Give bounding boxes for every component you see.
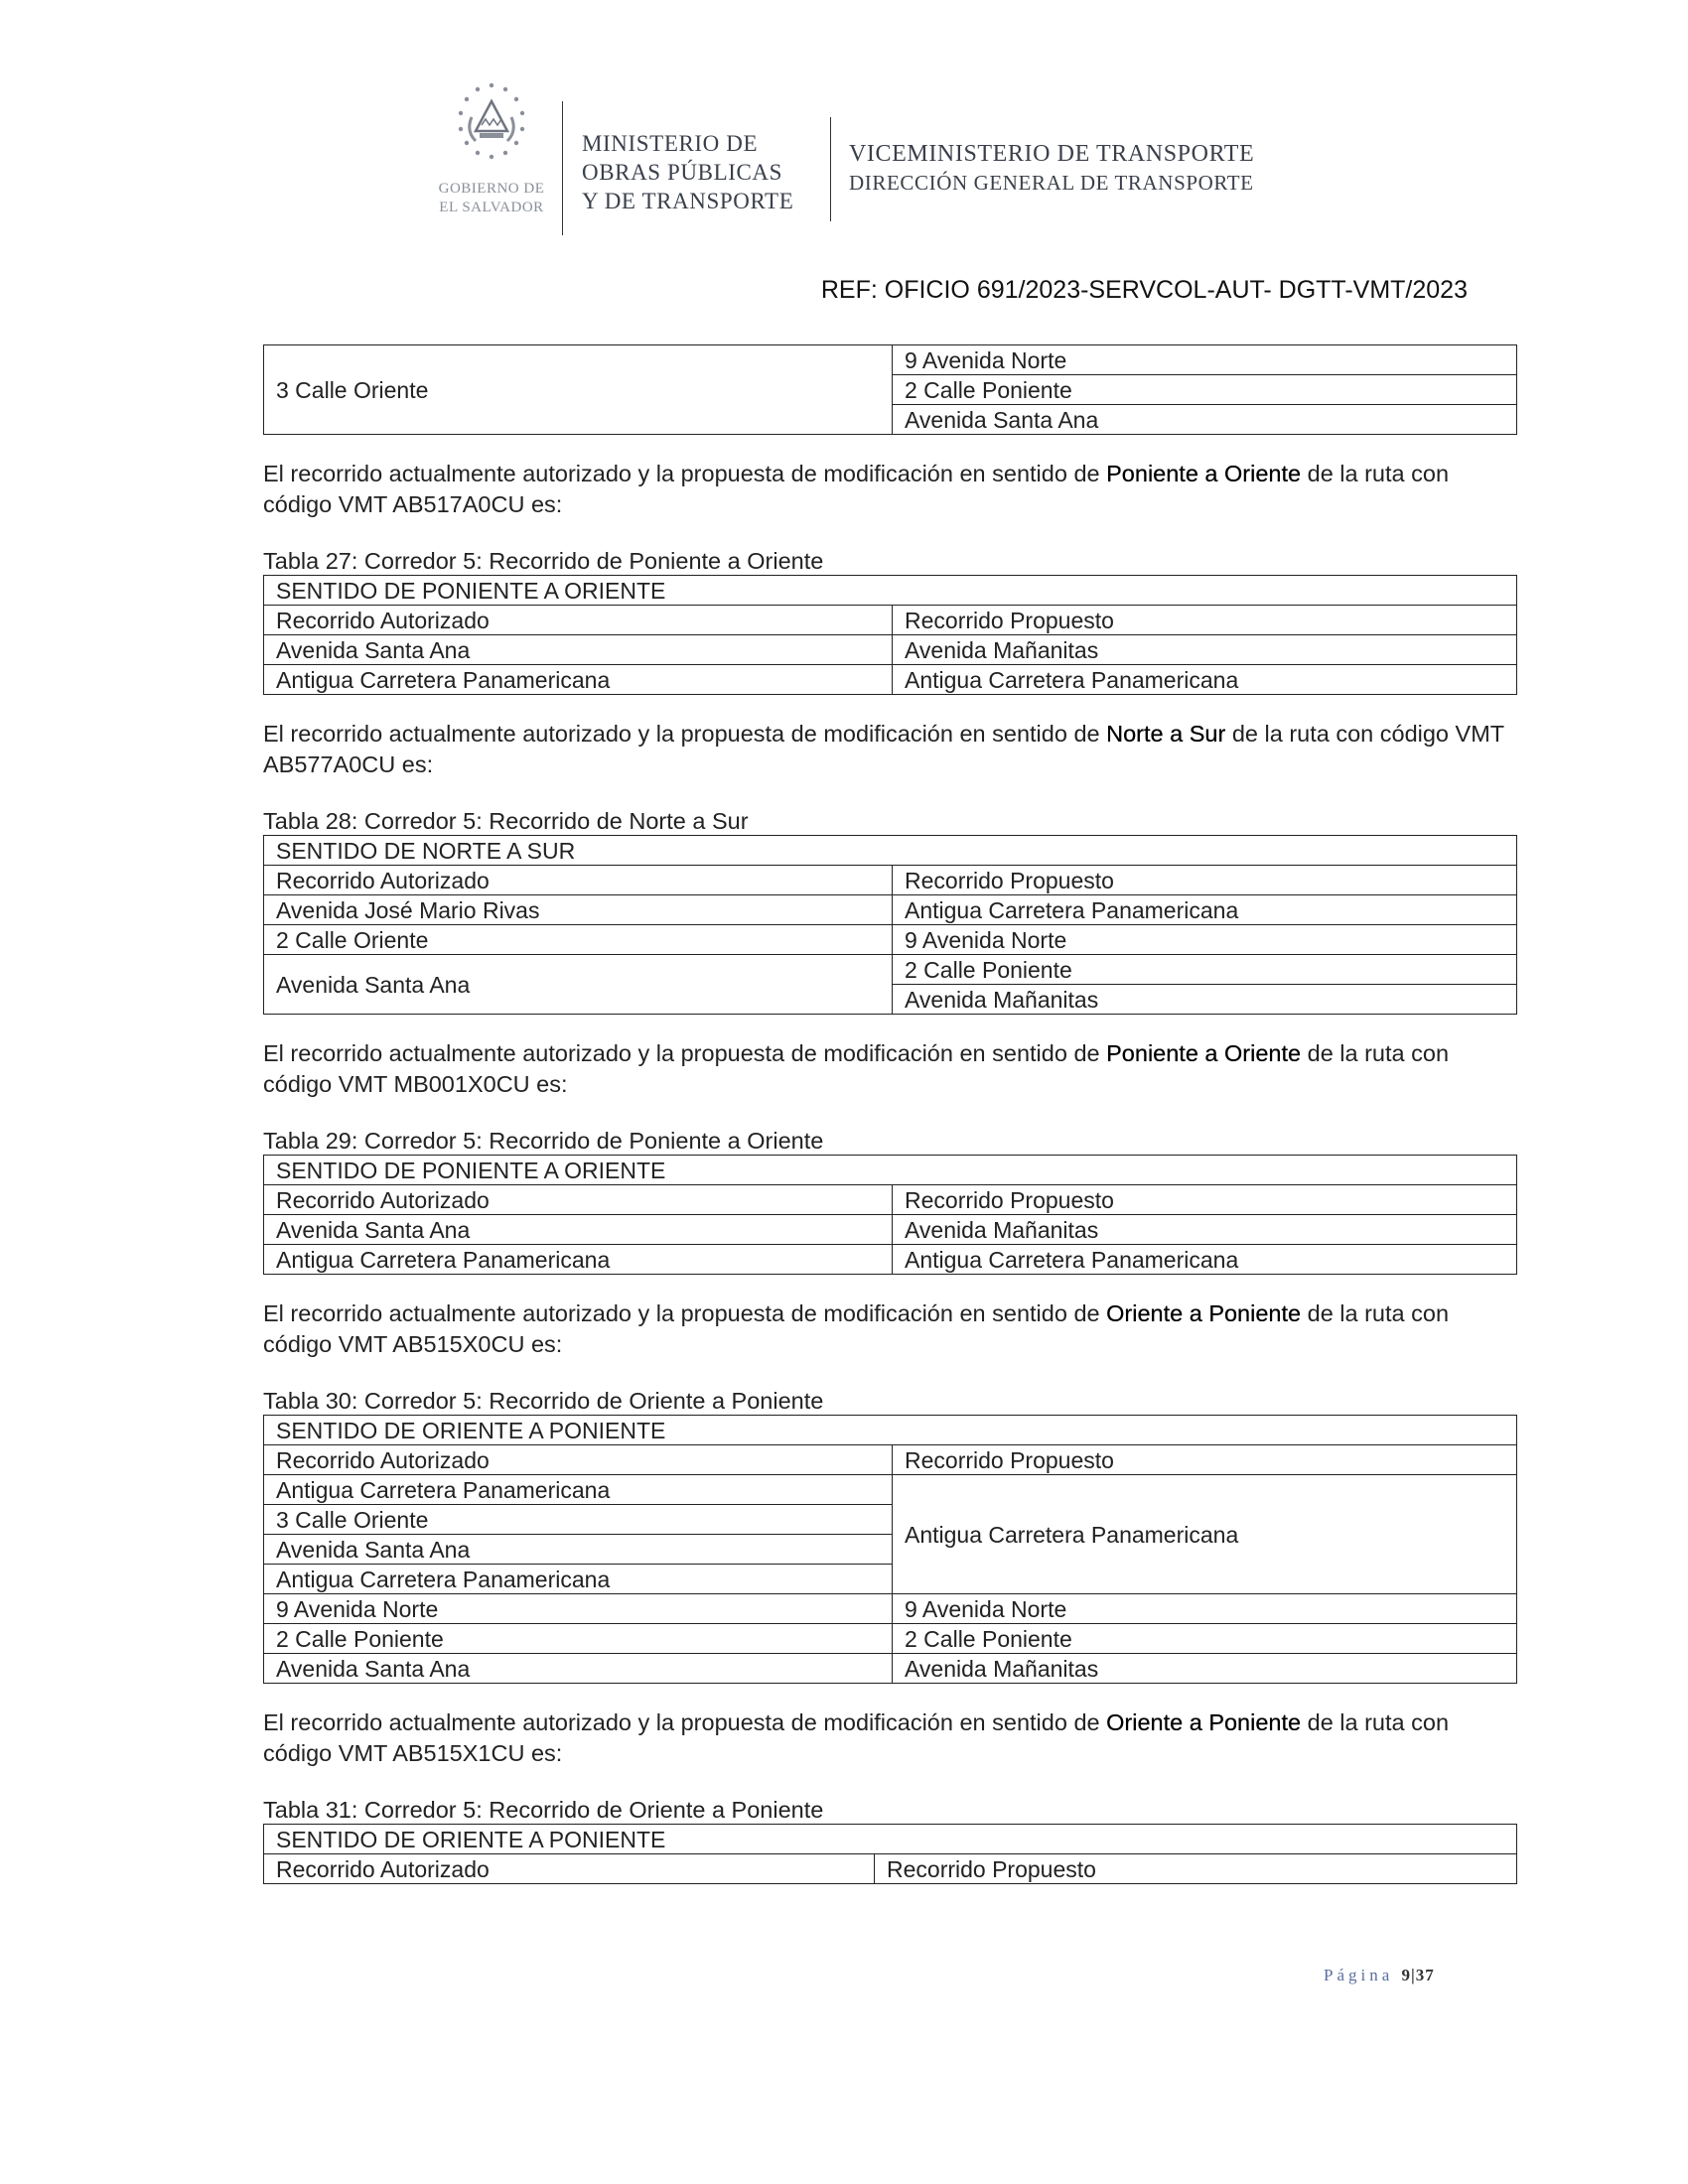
table-cell: Avenida Mañanitas: [893, 635, 1517, 665]
table-cell: 9 Avenida Norte: [893, 345, 1517, 375]
table-heading-row: [264, 1416, 1517, 1445]
column-header: Recorrido Autorizado: [264, 866, 893, 895]
table-row: [264, 1594, 1517, 1624]
direction-emphasis: Oriente a Poniente: [1106, 1709, 1302, 1735]
table-cell: Antigua Carretera Panamericana: [893, 1475, 1517, 1594]
table-row: [264, 1475, 1517, 1505]
column-header: Recorrido Autorizado: [264, 1854, 875, 1884]
paragraph: El recorrido actualmente autorizado y la propuesta de modificación en sentido de Oriente a Poniente de la ruta con código VMT AB515X0CU es:: [263, 1300, 1450, 1357]
route-table-28: [263, 835, 1517, 1015]
table-header-row: [264, 606, 1517, 635]
table-cell: Antigua Carretera Panamericana: [893, 1245, 1517, 1275]
column-header: Recorrido Propuesto: [875, 1854, 1517, 1884]
table-cell: Avenida Santa Ana: [264, 1654, 893, 1684]
table-cell: Avenida Santa Ana: [264, 635, 893, 665]
table-caption: Tabla 31: Corredor 5: Recorrido de Oriente a Poniente: [263, 1797, 824, 1823]
paragraph: El recorrido actualmente autorizado y la propuesta de modificación en sentido de Poniente a Oriente de la ruta con código VMT MB001X0CU es:: [263, 1040, 1450, 1097]
table-heading: SENTIDO DE PONIENTE A ORIENTE: [264, 576, 1517, 606]
ministry-line-1: MINISTERIO DE: [582, 131, 759, 156]
continuation-table: [263, 344, 1517, 435]
table-heading-row: [264, 1825, 1517, 1854]
government-crest: [427, 79, 556, 238]
table-header-row: [264, 1854, 1517, 1884]
table-heading: SENTIDO DE ORIENTE A PONIENTE: [264, 1825, 1517, 1854]
table-row: [264, 1215, 1517, 1245]
table-heading-row: [264, 1156, 1517, 1185]
table-cell: Antigua Carretera Panamericana: [264, 1245, 893, 1275]
route-table-29: [263, 1155, 1517, 1275]
table-caption: Tabla 27: Corredor 5: Recorrido de Poniente a Oriente: [263, 548, 824, 574]
ministry-line-3: Y DE TRANSPORTE: [582, 189, 794, 213]
table-cell: 9 Avenida Norte: [893, 1594, 1517, 1624]
direction-emphasis: Poniente a Oriente: [1106, 1040, 1302, 1066]
table-row: [264, 1654, 1517, 1684]
column-header: Recorrido Autorizado: [264, 1185, 893, 1215]
direction-emphasis: Norte a Sur: [1106, 721, 1226, 747]
directorate-line: DIRECCIÓN GENERAL DE TRANSPORTE: [849, 171, 1254, 195]
table-cell: 2 Calle Poniente: [893, 955, 1517, 985]
table-caption: Tabla 30: Corredor 5: Recorrido de Oriente a Poniente: [263, 1388, 824, 1414]
table-header-row: [264, 1185, 1517, 1215]
reference-number: REF: OFICIO 691/2023-SERVCOL-AUT- DGTT-VMT/2023: [820, 276, 1468, 304]
table-header-row: [264, 1445, 1517, 1475]
table-cell: Avenida Mañanitas: [893, 985, 1517, 1015]
route-table-30: [263, 1415, 1517, 1684]
route-table-31: [263, 1824, 1517, 1884]
table-heading-row: [264, 836, 1517, 866]
ministry-name: [582, 129, 793, 215]
table-cell: Antigua Carretera Panamericana: [264, 1565, 893, 1594]
header-divider: [562, 101, 563, 235]
table-heading: SENTIDO DE ORIENTE A PONIENTE: [264, 1416, 1517, 1445]
table-cell: Antigua Carretera Panamericana: [264, 1475, 893, 1505]
table-cell: Antigua Carretera Panamericana: [264, 665, 893, 695]
table-cell: Avenida Santa Ana: [264, 1215, 893, 1245]
coat-of-arms-icon: [442, 79, 541, 179]
table-cell: Avenida Mañanitas: [893, 1654, 1517, 1684]
table-row: [264, 345, 1517, 375]
table-cell: Antigua Carretera Panamericana: [893, 665, 1517, 695]
table-cell: 3 Calle Oriente: [264, 1505, 893, 1535]
column-header: Recorrido Propuesto: [893, 1185, 1517, 1215]
column-header: Recorrido Propuesto: [893, 1445, 1517, 1475]
table-cell: 2 Calle Poniente: [264, 1624, 893, 1654]
government-name-line-1: GOBIERNO DE: [438, 181, 545, 197]
page-label: Página: [1324, 1966, 1394, 1984]
table-row: [264, 1245, 1517, 1275]
column-header: Recorrido Propuesto: [893, 606, 1517, 635]
table-cell: Avenida Santa Ana: [264, 1535, 893, 1565]
table-heading-row: [264, 576, 1517, 606]
direction-emphasis: Poniente a Oriente: [1106, 461, 1302, 486]
column-header: Recorrido Autorizado: [264, 606, 893, 635]
table-row: [264, 665, 1517, 695]
table-cell: 2 Calle Poniente: [893, 375, 1517, 405]
paragraph: El recorrido actualmente autorizado y la propuesta de modificación en sentido de Oriente a Poniente de la ruta con código VMT AB515X1CU es:: [263, 1709, 1450, 1766]
table-heading: SENTIDO DE PONIENTE A ORIENTE: [264, 1156, 1517, 1185]
route-table-27: [263, 575, 1517, 695]
table-row: [264, 1624, 1517, 1654]
letterhead: [427, 79, 1321, 248]
table-cell: Avenida Mañanitas: [893, 1215, 1517, 1245]
table-cell: 2 Calle Poniente: [893, 1624, 1517, 1654]
table-cell: Avenida Santa Ana: [264, 955, 893, 1015]
paragraph: El recorrido actualmente autorizado y la propuesta de modificación en sentido de Norte a Sur de la ruta con código VMT AB577A0CU es:: [263, 721, 1504, 777]
table-caption: Tabla 28: Corredor 5: Recorrido de Norte a Sur: [263, 808, 749, 834]
page-count: 9|37: [1401, 1966, 1435, 1984]
table-row: [264, 955, 1517, 985]
table-cell: Avenida José Mario Rivas: [264, 895, 893, 925]
table-header-row: [264, 866, 1517, 895]
header-divider: [830, 117, 831, 221]
page-number: [1324, 1966, 1435, 1985]
column-header: Recorrido Autorizado: [264, 1445, 893, 1475]
table-row: [264, 635, 1517, 665]
table-cell: Antigua Carretera Panamericana: [893, 895, 1517, 925]
table-cell: 2 Calle Oriente: [264, 925, 893, 955]
table-row: [264, 925, 1517, 955]
table-row: [264, 895, 1517, 925]
table-cell: 9 Avenida Norte: [264, 1594, 893, 1624]
government-name-line-2: EL SALVADOR: [439, 200, 544, 215]
table-cell: 9 Avenida Norte: [893, 925, 1517, 955]
table-cell: 3 Calle Oriente: [264, 345, 893, 435]
table-heading: SENTIDO DE NORTE A SUR: [264, 836, 1517, 866]
ministry-line-2: OBRAS PÚBLICAS: [582, 160, 783, 185]
document-body: [263, 344, 1517, 1884]
paragraph: El recorrido actualmente autorizado y la propuesta de modificación en sentido de Poniente a Oriente de la ruta con código VMT AB517A0CU es:: [263, 461, 1450, 517]
column-header: Recorrido Propuesto: [893, 866, 1517, 895]
direction-emphasis: Oriente a Poniente: [1106, 1300, 1302, 1326]
table-caption: Tabla 29: Corredor 5: Recorrido de Poniente a Oriente: [263, 1128, 824, 1154]
vice-ministry-line: VICEMINISTERIO DE TRANSPORTE: [849, 141, 1255, 167]
table-cell: Avenida Santa Ana: [893, 405, 1517, 435]
vice-ministry-name: [849, 139, 1254, 197]
